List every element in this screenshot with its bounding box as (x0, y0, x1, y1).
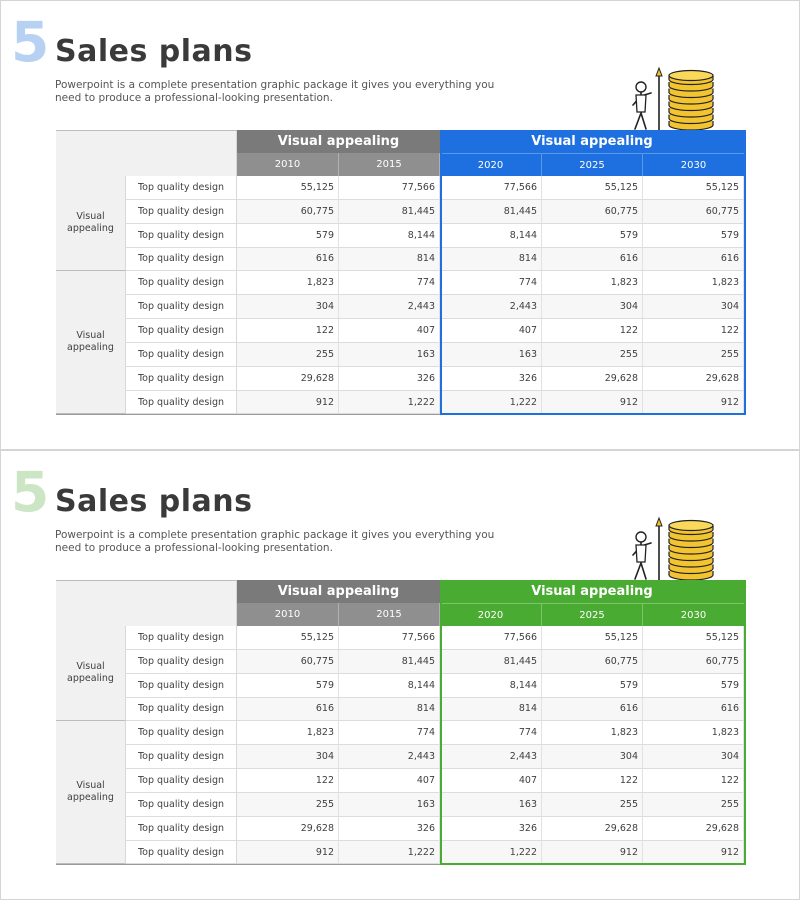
table-cell: 81,445 (440, 200, 542, 224)
table-cell: 407 (339, 319, 440, 343)
page-title: Sales plans (55, 34, 253, 69)
row-label: Top quality design (126, 200, 237, 224)
table-cell: 29,628 (542, 367, 643, 391)
table-cell: 814 (339, 698, 440, 722)
table-cell: 255 (542, 343, 643, 367)
year-header-2015: 2015 (339, 603, 440, 626)
table-cell: 77,566 (440, 626, 542, 650)
row-label: Top quality design (126, 295, 237, 319)
table-cell: 81,445 (339, 650, 440, 674)
table-cell: 77,566 (440, 176, 542, 200)
row-label: Top quality design (126, 224, 237, 248)
table-cell: 579 (643, 674, 744, 698)
table-cell: 912 (542, 841, 643, 865)
page-title: Sales plans (55, 484, 253, 519)
table-cell: 29,628 (643, 817, 744, 841)
table-cell: 912 (237, 841, 339, 865)
table-cell: 616 (542, 698, 643, 722)
table-cell: 774 (440, 721, 542, 745)
table-cell: 304 (643, 745, 744, 769)
table-cell: 122 (237, 319, 339, 343)
table-cell: 60,775 (237, 650, 339, 674)
row-label: Top quality design (126, 769, 237, 793)
table-cell: 60,775 (643, 200, 744, 224)
table-cell: 8,144 (339, 224, 440, 248)
table-cell: 579 (237, 674, 339, 698)
year-header-2025: 2025 (542, 153, 643, 176)
table-cell: 616 (237, 248, 339, 272)
table-cell: 122 (643, 319, 744, 343)
table-cell: 163 (339, 343, 440, 367)
row-group-label: Visual appealing (56, 626, 126, 721)
sales-table (1, 1, 799, 449)
year-header-2020: 2020 (440, 153, 542, 176)
table-cell: 2,443 (440, 745, 542, 769)
table-cell: 2,443 (339, 745, 440, 769)
year-header-2025: 2025 (542, 603, 643, 626)
table-cell: 163 (440, 343, 542, 367)
row-label: Top quality design (126, 745, 237, 769)
row-group-label: Visual appealing (56, 721, 126, 864)
table-cell: 122 (542, 319, 643, 343)
table-corner (56, 130, 237, 176)
row-group-label: Visual appealing (56, 271, 126, 414)
table-cell: 912 (542, 391, 643, 415)
year-header-2030: 2030 (643, 603, 744, 626)
table-cell: 1,823 (542, 721, 643, 745)
table-cell: 616 (237, 698, 339, 722)
row-label: Top quality design (126, 817, 237, 841)
table-bottom-rule (56, 864, 744, 865)
table-cell: 326 (440, 817, 542, 841)
table-cell: 255 (643, 793, 744, 817)
year-header-2010: 2010 (237, 603, 339, 626)
row-label: Top quality design (126, 367, 237, 391)
table-cell: 774 (440, 271, 542, 295)
header-group-left: Visual appealing (237, 580, 440, 603)
table-cell: 60,775 (643, 650, 744, 674)
year-header-2030: 2030 (643, 153, 744, 176)
header-group-right: Visual appealing (440, 580, 744, 603)
table-cell: 81,445 (339, 200, 440, 224)
table-cell: 407 (339, 769, 440, 793)
row-label: Top quality design (126, 793, 237, 817)
table-cell: 1,823 (643, 721, 744, 745)
table-cell: 60,775 (542, 200, 643, 224)
table-cell: 8,144 (339, 674, 440, 698)
table-cell: 579 (237, 224, 339, 248)
row-label: Top quality design (126, 248, 237, 272)
table-cell: 163 (339, 793, 440, 817)
table-cell: 55,125 (542, 176, 643, 200)
table-cell: 122 (237, 769, 339, 793)
table-cell: 1,222 (339, 391, 440, 415)
table-cell: 1,823 (542, 271, 643, 295)
table-cell: 2,443 (339, 295, 440, 319)
table-cell: 55,125 (643, 626, 744, 650)
row-label: Top quality design (126, 176, 237, 200)
table-cell: 912 (643, 841, 744, 865)
page-subtitle: Powerpoint is a complete presentation graphic package it gives you everything you need to produce a professional-looking presentation. (55, 79, 495, 104)
table-cell: 407 (440, 769, 542, 793)
table-cell: 77,566 (339, 626, 440, 650)
year-header-2010: 2010 (237, 153, 339, 176)
table-cell: 304 (643, 295, 744, 319)
table-cell: 55,125 (542, 626, 643, 650)
table-cell: 326 (440, 367, 542, 391)
table-cell: 616 (643, 248, 744, 272)
table-cell: 1,222 (339, 841, 440, 865)
table-cell: 77,566 (339, 176, 440, 200)
header-group-left: Visual appealing (237, 130, 440, 153)
year-header-2020: 2020 (440, 603, 542, 626)
table-cell: 814 (440, 698, 542, 722)
page-subtitle: Powerpoint is a complete presentation graphic package it gives you everything you need to produce a professional-looking presentation. (55, 529, 495, 554)
table-cell: 304 (237, 745, 339, 769)
table-cell: 1,823 (643, 271, 744, 295)
table-cell: 304 (542, 295, 643, 319)
row-label: Top quality design (126, 841, 237, 865)
table-cell: 29,628 (237, 367, 339, 391)
slide-1 (1, 1, 799, 449)
table-bottom-rule (56, 414, 744, 415)
table-cell: 304 (542, 745, 643, 769)
table-cell: 8,144 (440, 674, 542, 698)
table-corner (56, 580, 237, 626)
table-cell: 55,125 (643, 176, 744, 200)
table-cell: 55,125 (237, 626, 339, 650)
row-label: Top quality design (126, 319, 237, 343)
table-cell: 29,628 (643, 367, 744, 391)
table-cell: 774 (339, 271, 440, 295)
table-cell: 1,823 (237, 721, 339, 745)
table-cell: 8,144 (440, 224, 542, 248)
table-cell: 255 (643, 343, 744, 367)
table-cell: 616 (643, 698, 744, 722)
sales-table (1, 451, 799, 899)
table-cell: 60,775 (237, 200, 339, 224)
row-label: Top quality design (126, 271, 237, 295)
slide-number: 5 (11, 10, 49, 74)
table-cell: 1,222 (440, 391, 542, 415)
table-cell: 774 (339, 721, 440, 745)
row-label: Top quality design (126, 721, 237, 745)
table-cell: 912 (643, 391, 744, 415)
table-cell: 579 (542, 674, 643, 698)
table-cell: 407 (440, 319, 542, 343)
row-group-label: Visual appealing (56, 176, 126, 271)
table-cell: 814 (440, 248, 542, 272)
row-label: Top quality design (126, 391, 237, 415)
table-cell: 122 (643, 769, 744, 793)
table-cell: 912 (237, 391, 339, 415)
table-cell: 814 (339, 248, 440, 272)
table-cell: 255 (237, 793, 339, 817)
row-label: Top quality design (126, 698, 237, 722)
table-cell: 579 (643, 224, 744, 248)
table-cell: 616 (542, 248, 643, 272)
table-cell: 1,823 (237, 271, 339, 295)
row-label: Top quality design (126, 650, 237, 674)
table-cell: 55,125 (237, 176, 339, 200)
table-cell: 163 (440, 793, 542, 817)
row-label: Top quality design (126, 626, 237, 650)
slide-number: 5 (11, 460, 49, 524)
table-cell: 29,628 (237, 817, 339, 841)
table-cell: 60,775 (542, 650, 643, 674)
table-cell: 326 (339, 367, 440, 391)
table-cell: 304 (237, 295, 339, 319)
table-cell: 81,445 (440, 650, 542, 674)
slide-2 (1, 451, 799, 899)
row-label: Top quality design (126, 343, 237, 367)
table-cell: 326 (339, 817, 440, 841)
table-cell: 122 (542, 769, 643, 793)
table-cell: 255 (237, 343, 339, 367)
row-label: Top quality design (126, 674, 237, 698)
table-cell: 1,222 (440, 841, 542, 865)
year-header-2015: 2015 (339, 153, 440, 176)
header-group-right: Visual appealing (440, 130, 744, 153)
table-cell: 579 (542, 224, 643, 248)
table-cell: 2,443 (440, 295, 542, 319)
table-cell: 29,628 (542, 817, 643, 841)
table-cell: 255 (542, 793, 643, 817)
